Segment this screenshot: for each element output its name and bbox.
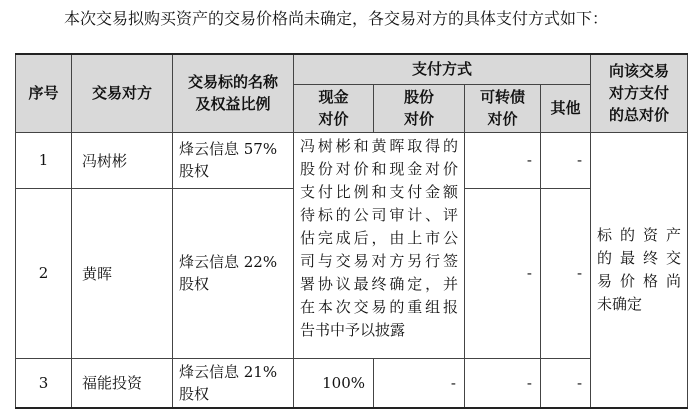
header-other: 其他 (541, 84, 591, 132)
row2-convertible: - (465, 188, 541, 358)
row2-other: - (541, 188, 591, 358)
header-counterparty: 交易对方 (72, 54, 173, 132)
header-share-line2: 对价 (403, 110, 434, 128)
row3-other: - (541, 358, 591, 408)
payment-table (15, 53, 688, 409)
row2-seq: 2 (16, 188, 72, 358)
row1-asset-line2: 股权 (179, 162, 210, 180)
row2-asset-line1: 烽云信息 22% (179, 253, 278, 271)
note-line-6: 司与交易对方另行签 (300, 251, 458, 270)
note-line-2: 股份对价和现金对价 (300, 159, 458, 178)
note-line-3: 支付比例和支付金额 (300, 182, 458, 201)
row2-name: 黄晖 (72, 188, 173, 358)
row1-convertible: - (465, 132, 541, 188)
row1-other: - (541, 132, 591, 188)
note-line-4: 待标的公司审计、评 (300, 205, 458, 224)
row3-seq: 3 (16, 358, 72, 408)
table-row (16, 358, 688, 408)
table-row (16, 132, 688, 188)
header-cash-line1: 现金 (318, 88, 349, 106)
row2-asset-line2: 股权 (179, 275, 210, 293)
note-line-7: 署协议最终确定，并 (300, 274, 458, 293)
total-line-2: 的最终交 (597, 248, 682, 267)
header-convertible (465, 84, 541, 132)
header-asset (173, 54, 294, 132)
row3-cash: 100% (294, 358, 374, 408)
note-line-9: 告书中予以披露 (300, 320, 406, 339)
header-asset-line2: 及权益比例 (195, 95, 271, 114)
merged-note (294, 132, 465, 358)
row3-name: 福能投资 (72, 358, 173, 408)
header-total (591, 54, 688, 132)
header-total-line3: 的总对价 (609, 106, 670, 125)
note-line-8: 在本次交易的重组报 (300, 297, 458, 316)
header-convertible-line2: 对价 (487, 110, 518, 128)
row1-seq: 1 (16, 132, 72, 188)
total-line-4: 未确定 (597, 294, 643, 313)
header-asset-line1: 交易标的名称 (187, 73, 278, 92)
header-payment-method: 支付方式 (294, 54, 591, 84)
row3-asset (173, 358, 294, 408)
header-cash-line2: 对价 (318, 110, 349, 128)
row3-share: - (374, 358, 465, 408)
merged-total (591, 132, 688, 408)
header-share-line1: 股份 (403, 88, 434, 106)
row1-asset-line1: 烽云信息 57% (179, 140, 278, 158)
total-line-3: 易价格尚 (597, 271, 682, 290)
intro-text: 本次交易拟购买资产的交易价格尚未确定，各交易对方的具体支付方式如下： (64, 9, 609, 28)
total-line-1: 标的资产 (597, 225, 682, 244)
row3-asset-line1: 烽云信息 21% (179, 362, 278, 381)
header-share (374, 84, 465, 132)
row2-asset (173, 188, 294, 358)
row1-asset (173, 132, 294, 188)
row3-convertible: - (465, 358, 541, 408)
row3-asset-line2: 股权 (179, 384, 210, 403)
header-seq: 序号 (16, 54, 72, 132)
header-total-line2: 对方支付 (609, 84, 670, 103)
note-line-1: 冯树彬和黄晖取得的 (300, 136, 458, 155)
header-convertible-line1: 可转债 (479, 88, 525, 106)
header-total-line1: 向该交易 (609, 62, 670, 81)
header-cash (294, 84, 374, 132)
note-line-5: 估完成后，由上市公 (300, 228, 458, 247)
row1-name: 冯树彬 (72, 132, 173, 188)
